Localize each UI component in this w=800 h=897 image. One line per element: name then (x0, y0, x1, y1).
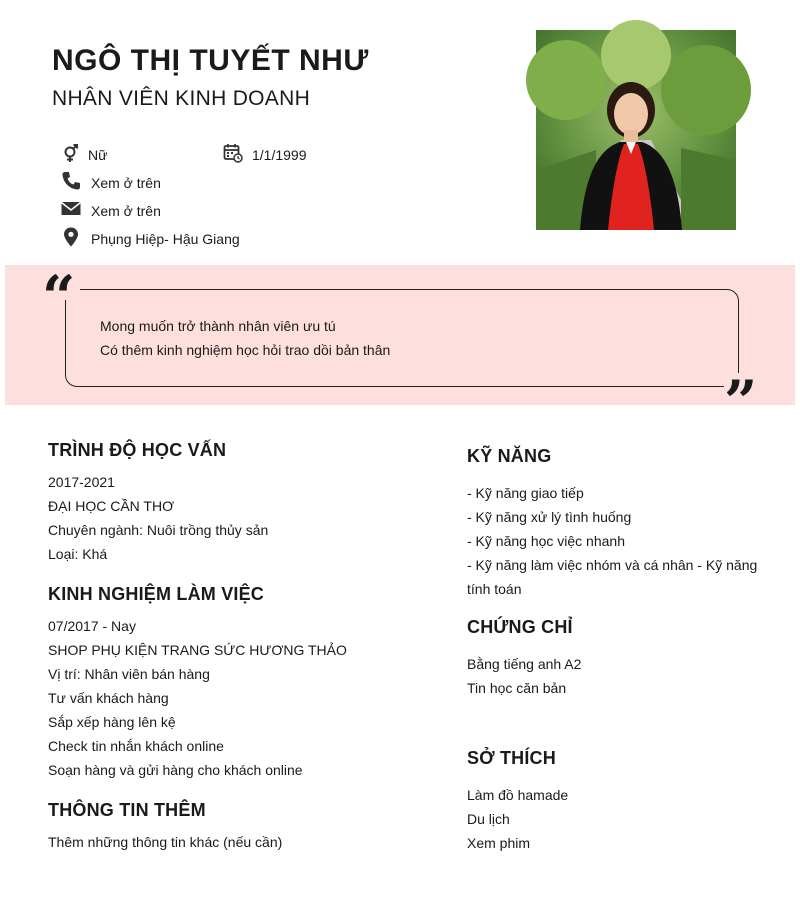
phone-value: Xem ở trên (91, 175, 161, 191)
education-line: 2017-2021 (48, 474, 115, 490)
hobby-line: Du lịch (467, 811, 510, 827)
hobby-line: Làm đồ hamade (467, 787, 569, 803)
objective-line: Có thêm kinh nghiệm học hỏi trao dồi bản thân (100, 342, 391, 358)
envelope-icon (61, 199, 81, 219)
hobby-line: Xem phim (467, 835, 531, 851)
extra-info-line: Thêm những thông tin khác (nếu cần) (48, 834, 283, 850)
experience-line: Check tin nhắn khách online (48, 738, 224, 754)
profile-photo-illustration (536, 30, 736, 230)
email-value: Xem ở trên (91, 203, 161, 219)
phone-icon (61, 171, 81, 191)
skills-title: KỸ NĂNG (467, 446, 552, 466)
skill-line: - Kỹ năng giao tiếp (467, 485, 584, 501)
education-line: Chuyên ngành: Nuôi trồng thủy sản (48, 522, 269, 538)
certificate-line: Bằng tiếng anh A2 (467, 656, 582, 672)
experience-line: Tư vấn khách hàng (48, 690, 169, 706)
certificates-title: CHỨNG CHỈ (467, 617, 573, 637)
education-line: Loại: Khá (48, 546, 108, 562)
birthdate-value: 1/1/1999 (252, 147, 307, 163)
gender-icon (60, 143, 80, 163)
close-quote-icon: ” (724, 373, 762, 405)
hobbies-title: SỞ THÍCH (467, 748, 556, 768)
experience-line: SHOP PHỤ KIỆN TRANG SỨC HƯƠNG THẢO (48, 642, 347, 658)
experience-line: Vị trí: Nhân viên bán hàng (48, 666, 210, 682)
skill-line: - Kỹ năng làm việc nhóm và cá nhân - Kỹ năng (467, 557, 758, 573)
extra-info-title: THÔNG TIN THÊM (48, 800, 206, 820)
address-value: Phụng Hiệp- Hậu Giang (91, 231, 240, 247)
skill-line: tính toán (467, 581, 522, 597)
experience-line: Soạn hàng và gửi hàng cho khách online (48, 762, 303, 778)
education-title: TRÌNH ĐỘ HỌC VẤN (48, 440, 227, 460)
profile-photo (536, 30, 736, 230)
candidate-name: NGÔ THỊ TUYẾT NHƯ (52, 44, 369, 77)
education-line: ĐẠI HỌC CẦN THƠ (48, 498, 175, 514)
skill-line: - Kỹ năng xử lý tình huống (467, 509, 632, 525)
calendar-icon (223, 143, 243, 163)
gender-value: Nữ (88, 147, 108, 163)
location-pin-icon (61, 227, 81, 247)
certificate-line: Tin học căn bản (467, 680, 567, 696)
job-title: NHÂN VIÊN KINH DOANH (52, 87, 311, 110)
objective-line: Mong muốn trở thành nhân viên ưu tú (100, 318, 336, 334)
open-quote-icon: “ (42, 268, 80, 300)
experience-line: 07/2017 - Nay (48, 618, 136, 634)
skill-line: - Kỹ năng học việc nhanh (467, 533, 625, 549)
experience-title: KINH NGHIỆM LÀM VIỆC (48, 584, 265, 604)
experience-line: Sắp xếp hàng lên kệ (48, 714, 176, 730)
objective-box (65, 289, 739, 387)
